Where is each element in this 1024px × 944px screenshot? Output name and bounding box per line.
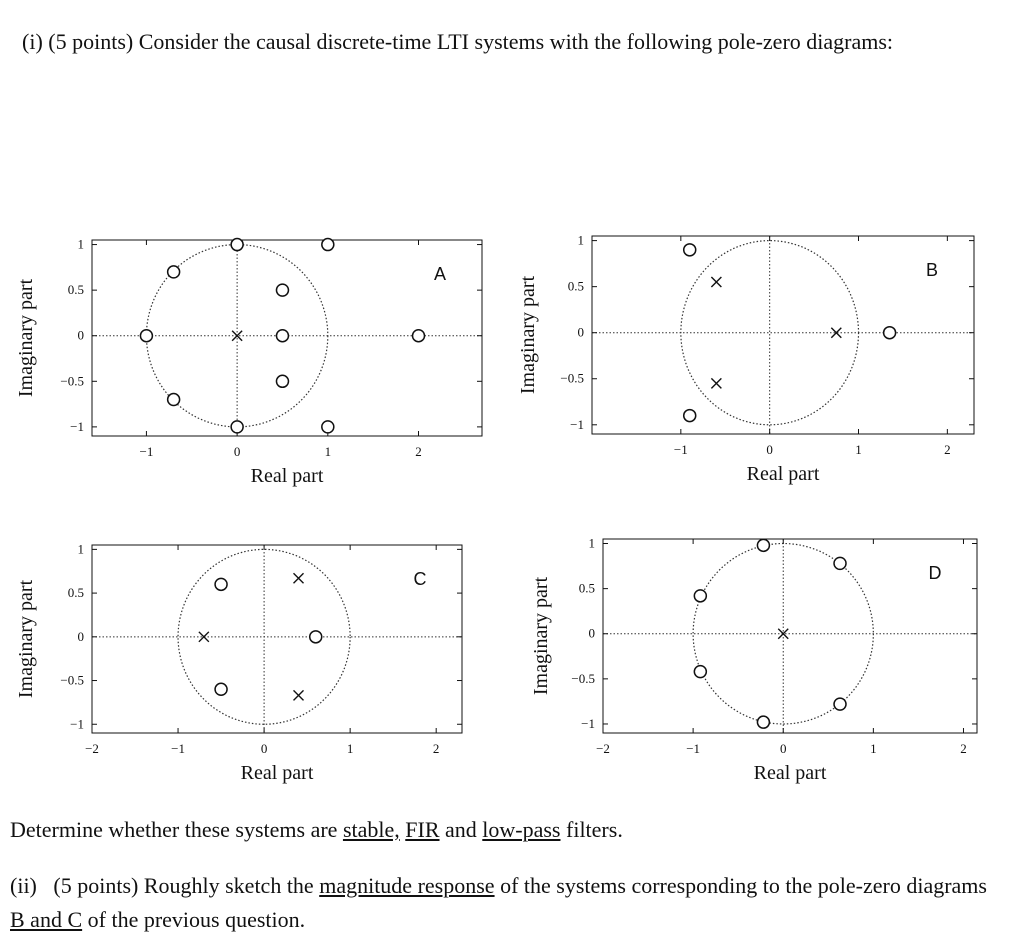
x-tick-label: −2 — [596, 741, 610, 756]
zero-marker — [684, 410, 696, 422]
question-2-text: (5 points) Roughly sketch the — [53, 873, 320, 898]
pole-zero-plot-b — [512, 226, 982, 501]
x-tick-label: 2 — [944, 442, 951, 457]
y-axis-label: Imaginary part — [530, 576, 552, 696]
question-2-text-mid: of the systems corresponding to the pole-zero diagrams — [494, 873, 987, 898]
y-tick-label: 1 — [577, 232, 584, 248]
question-2-text-end: of the previous question. — [82, 907, 306, 932]
pole-zero-plot-a — [10, 230, 490, 505]
plot-svg — [10, 230, 490, 505]
b-and-c-term: B and C — [10, 907, 83, 932]
x-axis-label: Real part — [746, 463, 820, 485]
plot-svg — [525, 533, 985, 793]
magnitude-response-term: magnitude response — [319, 873, 495, 898]
question-1-text: (5 points) Consider the causal discrete-time LTI systems with the following pole-zero diagrams: — [48, 29, 894, 54]
x-tick-label: −1 — [139, 444, 154, 459]
x-tick-label: −1 — [171, 741, 185, 756]
zero-marker — [215, 683, 227, 695]
x-tick-label: 1 — [855, 442, 862, 457]
zero-marker — [215, 578, 227, 590]
zero-marker — [413, 330, 425, 342]
filters-text: filters. — [560, 817, 623, 842]
and-text: and — [439, 817, 483, 842]
x-tick-label: −1 — [686, 741, 701, 756]
plot-svg — [512, 226, 982, 501]
x-tick-label: 1 — [346, 741, 354, 756]
y-tick-label: 0.5 — [567, 278, 584, 294]
x-tick-label: 2 — [415, 444, 422, 459]
zero-marker — [168, 266, 180, 278]
zero-marker — [884, 327, 896, 339]
x-tick-label: 0 — [779, 741, 787, 756]
pole-zero-plot-d — [525, 533, 985, 793]
y-tick-label: −1 — [70, 418, 84, 434]
pole-marker — [294, 573, 304, 583]
pole-marker — [831, 328, 841, 338]
zero-marker — [310, 631, 322, 643]
panel-label: B — [925, 260, 939, 280]
y-tick-label: 0.5 — [578, 580, 595, 596]
zero-marker — [276, 284, 288, 296]
zero-marker — [231, 239, 243, 251]
pole-zero-plot-c — [10, 533, 470, 793]
y-tick-label: −0.5 — [571, 670, 595, 686]
determine-text: Determine whether these systems are — [10, 817, 343, 842]
x-tick-label: −1 — [673, 442, 688, 457]
y-tick-label: 1 — [77, 236, 84, 252]
question-1-label: (i) — [22, 29, 43, 54]
y-tick-label: −0.5 — [60, 373, 84, 389]
question-2-label: (ii) — [10, 873, 37, 898]
zero-marker — [834, 557, 846, 569]
y-axis-label: Imaginary part — [15, 278, 37, 398]
x-tick-label: 1 — [870, 741, 877, 756]
zero-marker — [322, 239, 334, 251]
question-2 — [10, 869, 1000, 937]
y-tick-label: −1 — [570, 416, 584, 432]
plot-frame — [592, 236, 974, 434]
y-tick-label: 1 — [588, 535, 595, 551]
x-axis-label: Real part — [250, 465, 324, 487]
plot-frame — [92, 545, 462, 733]
pole-marker — [199, 632, 209, 642]
fir-term: FIR — [405, 817, 440, 842]
y-tick-label: 0 — [77, 628, 84, 644]
pole-marker — [294, 690, 304, 700]
y-tick-label: 0 — [588, 625, 595, 641]
zero-marker — [694, 666, 706, 678]
x-tick-label: 2 — [432, 741, 440, 756]
zero-marker — [140, 330, 152, 342]
zero-marker — [757, 539, 769, 551]
y-axis-label: Imaginary part — [15, 579, 37, 699]
y-tick-label: −1 — [581, 715, 595, 731]
question-1 — [22, 26, 1006, 57]
y-tick-label: 0.5 — [67, 585, 84, 601]
zero-marker — [694, 590, 706, 602]
x-tick-label: 1 — [324, 444, 332, 459]
y-tick-label: −0.5 — [560, 370, 584, 386]
y-tick-label: 0 — [577, 324, 584, 340]
x-tick-label: 2 — [960, 741, 967, 756]
zero-marker — [834, 698, 846, 710]
panel-label: C — [413, 569, 427, 589]
pole-marker — [711, 378, 721, 388]
zero-marker — [276, 375, 288, 387]
zero-marker — [168, 394, 180, 406]
x-axis-label: Real part — [753, 762, 827, 784]
stable-term: stable, — [342, 817, 400, 842]
lowpass-term: low-pass — [482, 817, 561, 842]
zero-marker — [276, 330, 288, 342]
x-tick-label: 0 — [233, 444, 241, 459]
panel-label: A — [433, 264, 447, 284]
plot-svg — [10, 533, 470, 793]
zero-marker — [757, 716, 769, 728]
x-tick-label: −2 — [85, 741, 99, 756]
y-tick-label: 0.5 — [67, 282, 84, 298]
y-tick-label: −0.5 — [60, 672, 84, 688]
determine-prompt — [10, 813, 1010, 847]
x-tick-label: 0 — [766, 442, 773, 457]
x-axis-label: Real part — [240, 762, 314, 784]
plot-frame — [603, 539, 977, 733]
y-tick-label: 1 — [77, 541, 84, 557]
pole-marker — [711, 277, 721, 287]
y-tick-label: −1 — [70, 716, 84, 732]
zero-marker — [322, 421, 334, 433]
x-tick-label: 0 — [260, 741, 268, 756]
zero-marker — [231, 421, 243, 433]
panel-label: D — [928, 563, 942, 583]
y-tick-label: 0 — [77, 327, 84, 343]
y-axis-label: Imaginary part — [517, 275, 539, 395]
zero-marker — [684, 244, 696, 256]
